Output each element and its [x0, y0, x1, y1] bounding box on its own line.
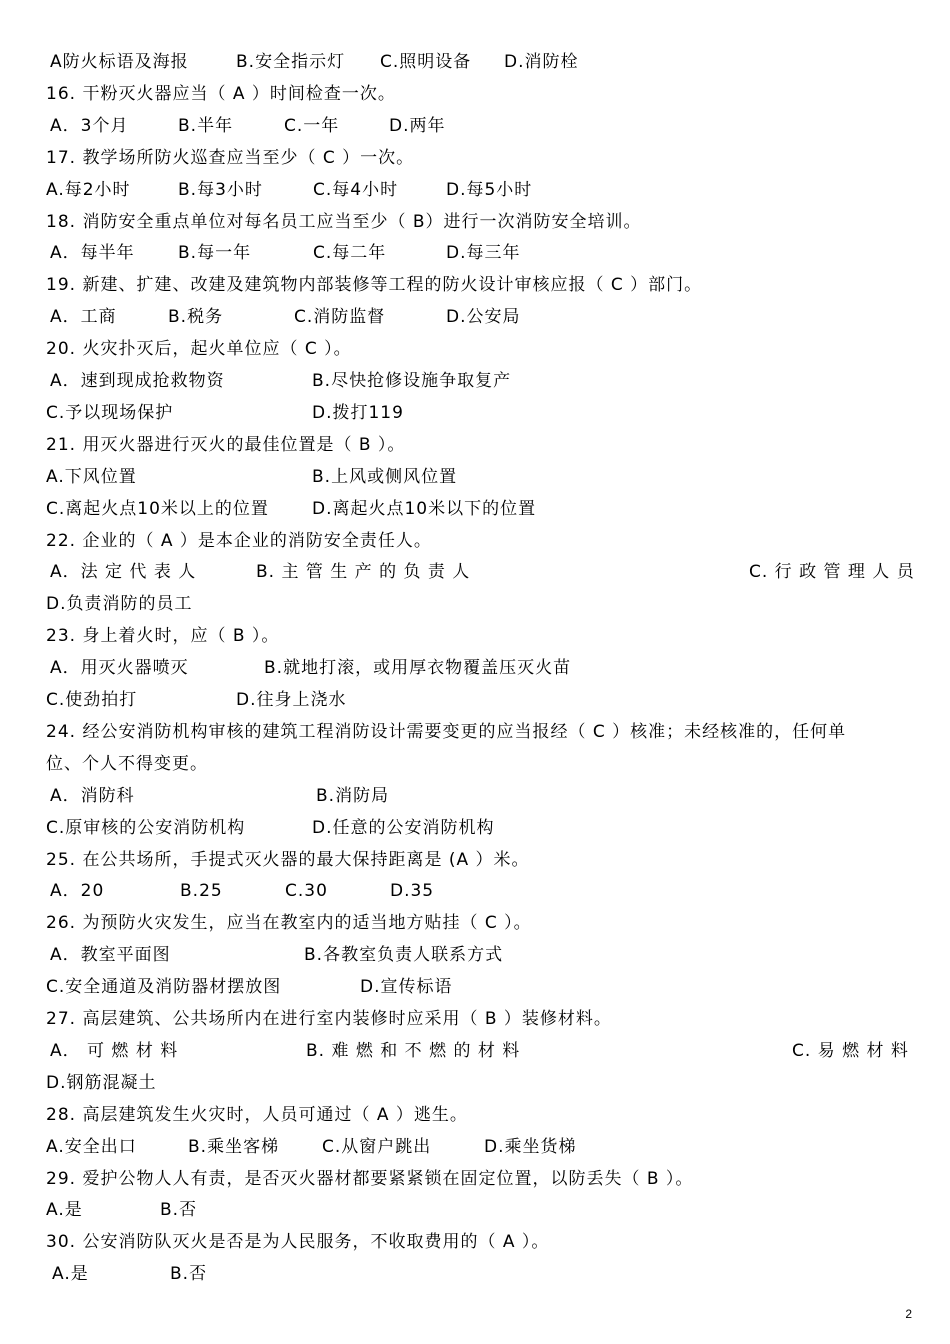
line-segment: D.每5小时: [446, 179, 533, 200]
line-segment: B. 难 燃 和 不 燃 的 材 料: [306, 1040, 521, 1061]
line-segment: 位、个人不得变更。: [46, 753, 208, 774]
page-number: 2: [905, 1307, 912, 1321]
line-segment: C.从窗户跳出: [322, 1136, 432, 1157]
line-segment: C.予以现场保护: [46, 402, 174, 423]
line-segment: C. 易 燃 材 料: [792, 1040, 909, 1061]
line-segment: 29. 爱护公物人人有责，是否灭火器材都要紧紧锁在固定位置，以防丢失（ B ）。: [46, 1168, 694, 1189]
line-segment: D.任意的公安消防机构: [312, 817, 495, 838]
line-segment: B.每一年: [178, 243, 252, 264]
line-segment: A防火标语及海报: [50, 52, 189, 72]
line-segment: C.照明设备: [380, 52, 472, 72]
line-segment: 19. 新建、扩建、改建及建筑物内部装修等工程的防火设计审核应报（ C ）部门。: [46, 275, 703, 296]
line-segment: B.税务: [168, 307, 224, 328]
line-segment: A.是: [52, 1264, 89, 1285]
line-segment: B.各教室负责人联系方式: [304, 945, 504, 966]
line-segment: D.公安局: [446, 307, 521, 328]
line-segment: C.使劲拍打: [46, 690, 138, 710]
line-segment: 17. 教学场所防火巡查应当至少（ C ）一次。: [46, 147, 415, 168]
line-segment: A．消防科: [50, 785, 135, 806]
line-segment: 16. 干粉灭火器应当（ A ）时间检查一次。: [46, 83, 396, 104]
line-segment: A．法 定 代 表 人: [50, 562, 197, 583]
line-segment: D.钢筋混凝土: [46, 1072, 157, 1093]
line-segment: C.每4小时: [313, 179, 399, 200]
line-segment: B.上风或侧风位置: [312, 466, 458, 487]
line-segment: C.消防监督: [294, 307, 386, 328]
line-segment: 23. 身上着火时，应（ B ）。: [46, 626, 280, 647]
line-segment: D.离起火点10米以下的位置: [312, 498, 537, 519]
line-segment: 20. 火灾扑灭后，起火单位应（ C ）。: [46, 339, 352, 360]
line-segment: C.每二年: [313, 243, 387, 264]
line-segment: C.30: [285, 881, 328, 902]
line-segment: A．用灭火器喷灭: [50, 658, 189, 679]
line-segment: A．速到现成抢救物资: [50, 371, 225, 391]
line-segment: C.一年: [284, 115, 340, 136]
line-segment: B.就地打滚，或用厚衣物覆盖压灭火苗: [264, 658, 572, 679]
line-segment: A．20: [50, 881, 105, 902]
line-segment: D.消防栓: [504, 52, 579, 72]
line-segment: D.35: [390, 881, 435, 902]
line-segment: B. 主 管 生 产 的 负 责 人: [256, 562, 471, 583]
line-segment: D.拨打119: [312, 402, 404, 423]
line-segment: C.安全通道及消防器材摆放图: [46, 977, 282, 998]
line-segment: A．3个月: [50, 115, 129, 136]
line-segment: A． 可 燃 材 料: [50, 1040, 179, 1061]
line-segment: 22. 企业的（ A ）是本企业的消防安全责任人。: [46, 530, 432, 551]
line-segment: 26. 为预防火灾发生，应当在教室内的适当地方贴挂（ C ）。: [46, 913, 532, 934]
line-segment: A．教室平面图: [50, 945, 171, 966]
line-segment: C. 行 政 管 理 人 员: [749, 562, 915, 583]
line-segment: B.乘坐客梯: [188, 1136, 280, 1157]
line-segment: B.半年: [178, 115, 234, 136]
line-segment: B.25: [180, 881, 223, 902]
line-segment: B.否: [170, 1264, 208, 1285]
line-segment: D.宣传标语: [360, 977, 453, 998]
line-segment: 25. 在公共场所，手提式灭火器的最大保持距离是 (A ）米。: [46, 849, 530, 870]
line-segment: B.尽快抢修设施争取复产: [312, 371, 512, 391]
line-segment: B.每3小时: [178, 179, 263, 200]
line-segment: D.乘坐货梯: [484, 1136, 577, 1157]
line-segment: D.每三年: [446, 243, 521, 264]
line-segment: C.原审核的公安消防机构: [46, 817, 246, 838]
line-segment: 24. 经公安消防机构审核的建筑工程消防设计需要变更的应当报经（ C ）核准；未经核准的，任何单: [46, 721, 847, 742]
line-segment: B.安全指示灯: [236, 52, 346, 72]
line-segment: A.下风位置: [46, 466, 137, 487]
line-segment: C.离起火点10米以上的位置: [46, 498, 269, 519]
line-segment: A．每半年: [50, 243, 135, 264]
line-segment: 28. 高层建筑发生火灾时，人员可通过（ A ）逃生。: [46, 1104, 468, 1125]
line-segment: D.负责消防的员工: [46, 594, 193, 615]
line-segment: 21. 用灭火器进行灭火的最佳位置是（ B ）。: [46, 434, 406, 455]
line-segment: A．工商: [50, 307, 117, 328]
line-segment: 18. 消防安全重点单位对每名员工应当至少（ B）进行一次消防安全培训。: [46, 211, 642, 232]
line-segment: A.安全出口: [46, 1136, 137, 1157]
line-segment: B.否: [160, 1200, 198, 1221]
line-segment: A.是: [46, 1200, 83, 1221]
line-segment: D.往身上浇水: [236, 690, 347, 710]
line-segment: A.每2小时: [46, 179, 131, 200]
line-segment: 27. 高层建筑、公共场所内在进行室内装修时应采用（ B ）装修材料。: [46, 1009, 612, 1029]
line-segment: B.消防局: [316, 785, 390, 806]
line-segment: D.两年: [389, 115, 446, 136]
line-segment: 30. 公安消防队灭火是否是为人民服务，不收取费用的（ A ）。: [46, 1232, 550, 1253]
